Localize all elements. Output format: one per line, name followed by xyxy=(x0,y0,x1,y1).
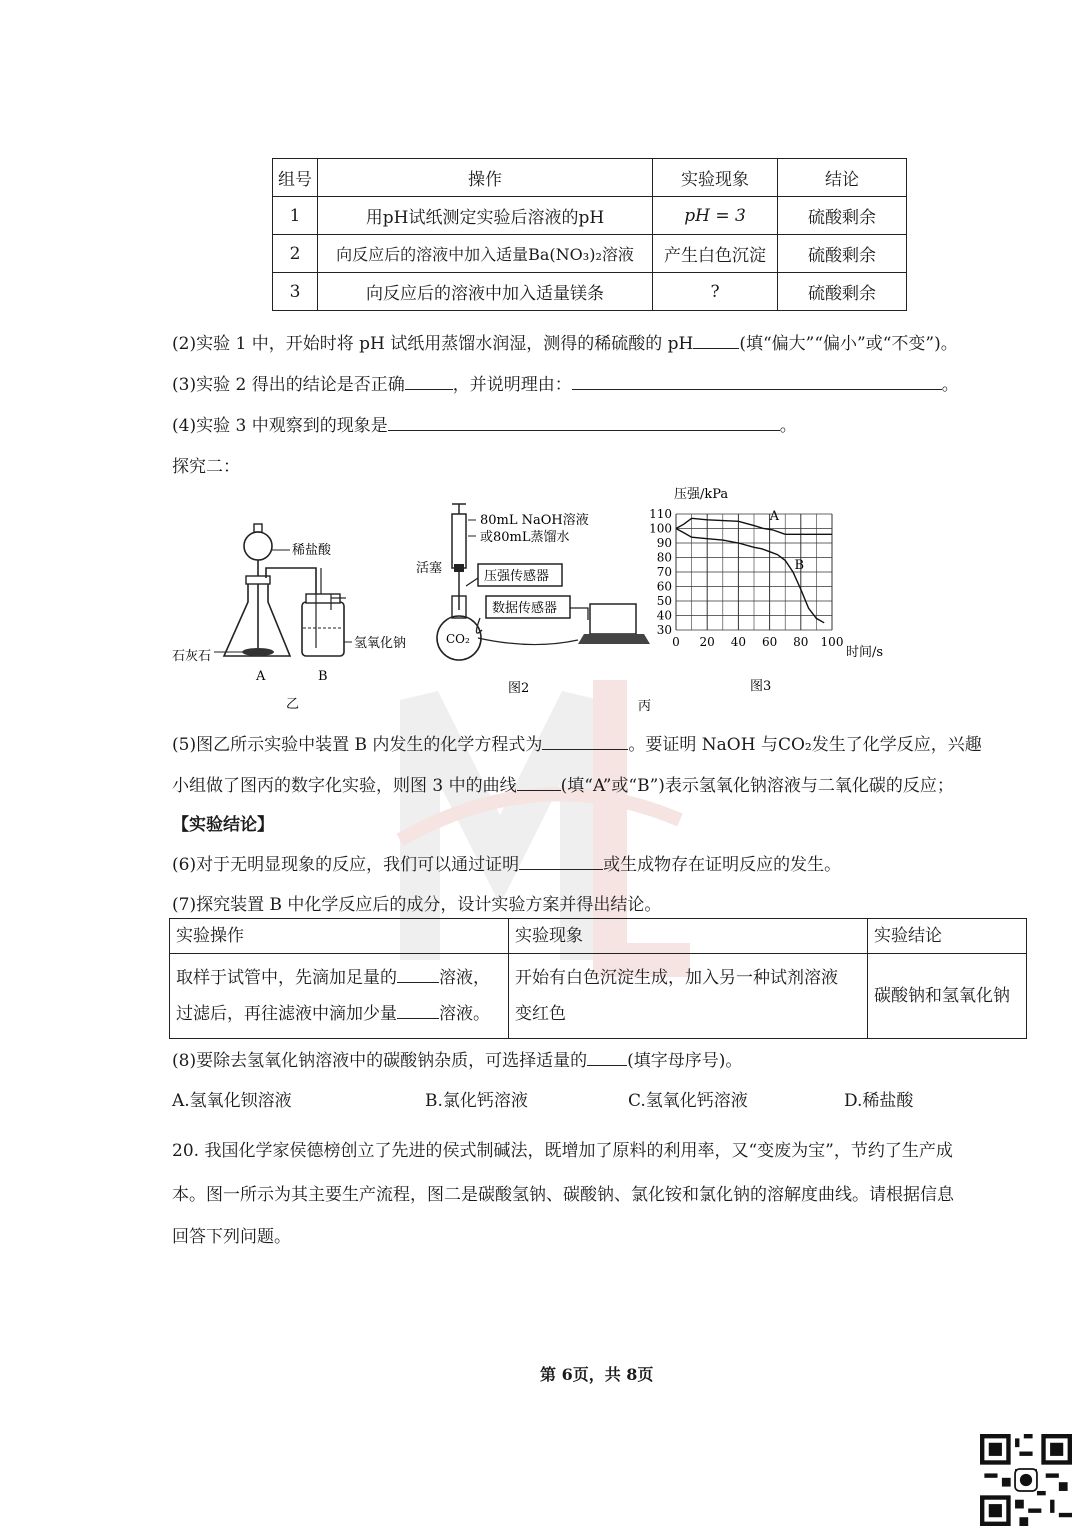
label-limestone: 石灰石 xyxy=(172,649,212,664)
option-c[interactable]: C.氢氧化钙溶液 xyxy=(628,1091,748,1111)
table-header: 实验现象 xyxy=(653,159,778,197)
experiment-design-table xyxy=(169,918,1027,1039)
question-20-line-1: 20. 我国化学家侯德榜创立了先进的侯式制碱法，既增加了原料的利用率，又“变废为宝”，节约了生产成 xyxy=(172,1141,953,1161)
question-text: 小组做了图丙的数字化实验，则图 3 中的曲线 xyxy=(172,776,517,796)
label-naoh-solution: 80mL NaOH溶液 xyxy=(480,513,589,528)
funnel-stopper xyxy=(254,524,262,532)
chart-series-label-B: B xyxy=(794,558,805,574)
question-text: (3)实验 2 得出的结论是否正确 xyxy=(172,375,405,395)
chart-y-tick-label: 70 xyxy=(656,565,672,579)
syringe-barrel xyxy=(452,514,466,568)
question-text: (4)实验 3 中观察到的现象是 xyxy=(172,416,388,436)
chart-y-tick-label: 50 xyxy=(656,594,672,608)
question-5-line-1 xyxy=(172,730,982,755)
conclusion-heading: 【实验结论】 xyxy=(172,815,274,835)
answer-blank[interactable] xyxy=(587,1049,627,1066)
pressure-time-chart xyxy=(640,480,920,700)
qr-code-icon xyxy=(980,1434,1072,1526)
question-text: (填“A”或“B”)表示氢氧化钠溶液与二氧化碳的反应； xyxy=(560,776,954,796)
table-cell: 用pH试纸测定实验后溶液的pH xyxy=(318,197,653,235)
figure-yi-apparatus xyxy=(166,510,426,710)
question-5-line-2 xyxy=(172,771,954,796)
gas-bottle-b xyxy=(302,602,344,656)
question-3 xyxy=(172,370,959,395)
answer-blank[interactable] xyxy=(405,373,453,390)
table-cell: 向反应后的溶液中加入适量镁条 xyxy=(318,273,653,311)
table-cell: pH = 3 xyxy=(653,197,778,235)
label-apparatus-b: B xyxy=(318,669,328,684)
label-sodium-hydroxide: 氢氧化钠 xyxy=(354,636,407,651)
table-header: 实验结论 xyxy=(868,919,1027,954)
option-b[interactable]: B.氯化钙溶液 xyxy=(425,1091,528,1111)
table-row xyxy=(273,235,907,273)
question-text: (填字母序号)。 xyxy=(627,1051,743,1071)
answer-blank[interactable] xyxy=(572,373,942,390)
table-header-row xyxy=(170,919,1027,954)
limestone-solid xyxy=(242,648,274,656)
answer-blank[interactable] xyxy=(693,332,739,349)
label-pressure-sensor: 压强传感器 xyxy=(484,569,550,584)
table-row xyxy=(273,273,907,311)
answer-blank[interactable] xyxy=(397,1002,439,1019)
chart-y-tick-label: 100 xyxy=(649,521,672,536)
label-co2: CO₂ xyxy=(446,632,470,646)
table-header: 组号 xyxy=(273,159,318,197)
chart-x-tick-label: 0 xyxy=(672,635,680,649)
figure-caption-3: 图3 xyxy=(750,679,772,694)
chart-x-tick-label: 40 xyxy=(730,635,747,649)
label-valve: 活塞 xyxy=(416,561,443,576)
chart-y-tick-label: 80 xyxy=(656,550,672,565)
laptop-screen xyxy=(590,604,636,634)
question-text: 。要证明 NaOH 与CO₂发生了化学反应，兴趣 xyxy=(628,735,982,755)
figure-2-digital-setup xyxy=(412,500,662,712)
table-cell-conclusion: 碳酸钠和氢氧化钠 xyxy=(868,954,1027,1039)
answer-blank[interactable] xyxy=(519,853,603,870)
table-header: 实验现象 xyxy=(509,919,868,954)
figure-caption-2: 图2 xyxy=(508,681,530,696)
question-20-line-2: 本。图一所示为其主要生产流程，图二是碳酸氢钠、碳酸钠、氯化铵和氯化钠的溶解度曲线。请根据信息 xyxy=(172,1185,954,1205)
question-6 xyxy=(172,850,841,875)
question-text: 或生成物存在证明反应的发生。 xyxy=(603,855,842,875)
chart-x-tick-label: 20 xyxy=(699,635,715,649)
table-header: 实验操作 xyxy=(170,919,509,954)
table-cell: 3 xyxy=(273,273,318,311)
chart-y-tick-label: 90 xyxy=(656,536,672,550)
results-table xyxy=(272,158,907,311)
chart-y-tick-label: 110 xyxy=(649,507,672,521)
answer-blank[interactable] xyxy=(542,733,628,750)
table-row xyxy=(170,954,1027,1039)
chart-y-tick-label: 40 xyxy=(656,608,672,623)
chart-y-tick-label: 60 xyxy=(656,579,672,594)
label-data-sensor: 数据传感器 xyxy=(492,601,558,616)
table-header: 结论 xyxy=(778,159,907,197)
chart-x-axis-label: 时间/s xyxy=(846,645,884,660)
option-d[interactable]: D.稀盐酸 xyxy=(844,1091,914,1111)
chart-x-tick-label: 100 xyxy=(820,635,844,649)
table-cell-phenomenon: 开始有白色沉淀生成，加入另一种试剂溶液 变红色 xyxy=(509,954,868,1039)
option-a[interactable]: A.氢氧化钡溶液 xyxy=(172,1091,292,1111)
question-text: ，并说明理由： xyxy=(452,375,572,395)
section-heading: 探究二： xyxy=(172,457,240,477)
question-2 xyxy=(172,329,958,354)
question-text: (8)要除去氢氧化钠溶液中的碳酸钠杂质，可选择适量的 xyxy=(172,1051,588,1071)
question-4 xyxy=(172,411,797,436)
answer-blank[interactable] xyxy=(517,774,561,791)
table-cell: 硫酸剩余 xyxy=(778,235,907,273)
table-cell: 向反应后的溶液中加入适量Ba(NO₃)₂溶液 xyxy=(318,235,653,273)
table-cell: 硫酸剩余 xyxy=(778,197,907,235)
table-cell: 1 xyxy=(273,197,318,235)
question-text: (6)对于无明显现象的反应，我们可以通过证明 xyxy=(172,855,520,875)
label-dilute-hcl: 稀盐酸 xyxy=(292,543,332,558)
question-7: (7)探究装置 B 中化学反应后的成分，设计实验方案并得出结论。 xyxy=(172,895,662,915)
chart-y-tick-label: 30 xyxy=(656,623,672,637)
answer-blank[interactable] xyxy=(397,966,439,983)
flask-a xyxy=(224,582,290,656)
question-20-line-3: 回答下列问题。 xyxy=(172,1227,291,1247)
table-cell: 产生白色沉淀 xyxy=(653,235,778,273)
figure-caption-yi: 乙 xyxy=(286,697,300,710)
chart-x-tick-label: 80 xyxy=(793,635,809,649)
question-text: (2)实验 1 中，开始时将 pH 试纸用蒸馏水润湿，测得的稀硫酸的 pH xyxy=(172,334,694,354)
answer-blank[interactable] xyxy=(388,414,780,431)
question-8 xyxy=(172,1046,742,1071)
connecting-tube xyxy=(266,568,316,594)
table-cell: 硫酸剩余 xyxy=(778,273,907,311)
table-cell-operation: 取样于试管中，先滴加足量的 溶液， 过滤后，再往滤液中滴加少量 溶液。 xyxy=(170,954,509,1039)
valve-icon xyxy=(454,564,464,572)
question-text: (5)图乙所示实验中装置 B 内发生的化学方程式为 xyxy=(172,735,543,755)
page-number: 第 6页，共 8页 xyxy=(540,1365,654,1384)
chart-series-label-A: A xyxy=(769,508,779,524)
table-row xyxy=(273,197,907,235)
table-cell: ? xyxy=(653,273,778,311)
label-apparatus-a: A xyxy=(256,669,266,684)
chart-y-axis-label: 压强/kPa xyxy=(674,487,729,502)
label-distilled-water: 或80mL蒸馏水 xyxy=(480,530,570,545)
figure-caption-bing: 丙 xyxy=(638,699,652,712)
table-header: 操作 xyxy=(318,159,653,197)
funnel-bulb xyxy=(244,532,272,560)
question-text: 。 xyxy=(779,416,797,436)
question-text: 。 xyxy=(941,375,959,395)
table-cell: 2 xyxy=(273,235,318,273)
chart-x-tick-label: 60 xyxy=(761,635,778,649)
question-text: (填“偏大”“偏小”或“不变”)。 xyxy=(739,334,958,354)
table-header-row xyxy=(273,159,907,197)
